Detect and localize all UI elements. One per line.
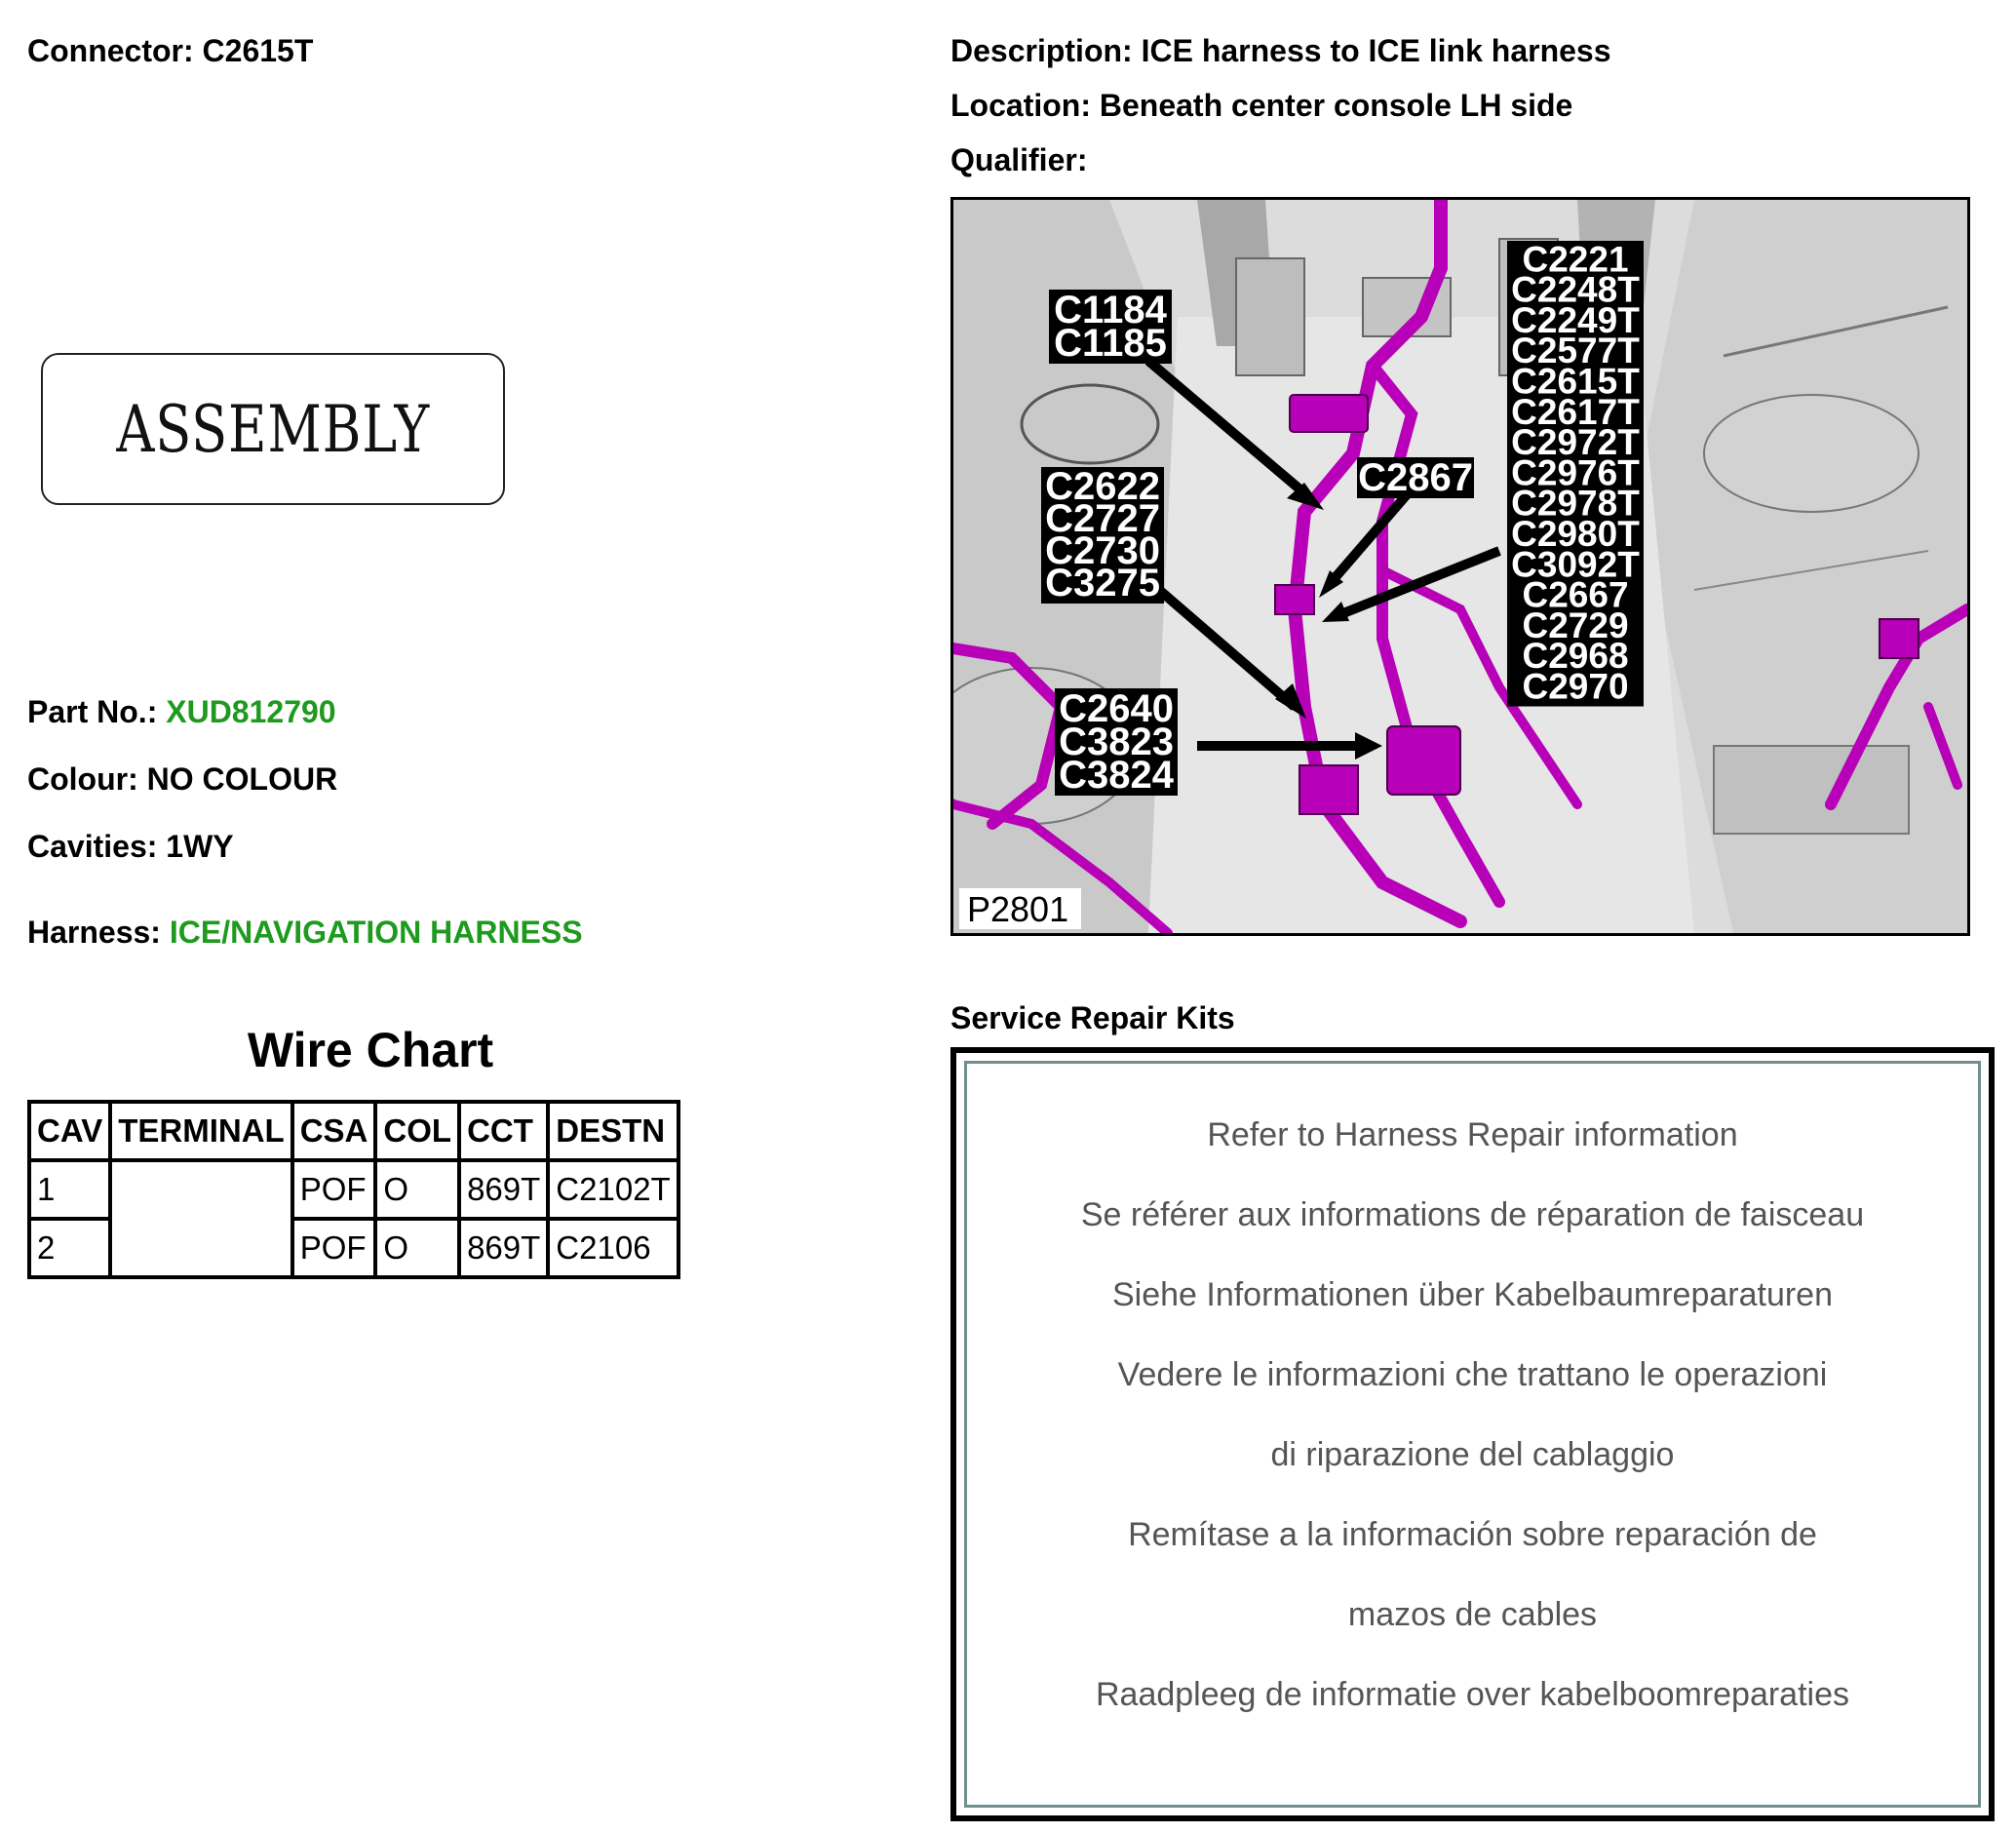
service-repair-title: Service Repair Kits [950,1000,1235,1035]
repair-line: Se référer aux informations de réparation de faisceau [1080,1196,1865,1233]
connector-callout: C2667 [1522,574,1629,615]
connector-label: Connector: [27,33,194,68]
picture-id: P2801 [967,889,1069,929]
service-repair-inner [964,1061,1981,1808]
cavities-line [27,829,234,865]
location-picture[interactable] [950,197,1970,936]
qualifier-line [950,142,1087,178]
repair-line: Remítase a la información sobre reparación de [1128,1516,1817,1553]
connector-callout: C2730 [1045,529,1160,572]
cell-col: O [375,1219,459,1277]
col-header-cct: CCT [459,1102,548,1160]
connector-callout: C2248T [1511,269,1640,310]
connector-callout: C2970 [1522,666,1629,707]
location-value: Beneath center console LH side [1099,88,1573,123]
connector-callout: C2968 [1522,636,1629,677]
connector-callout: C2622 [1045,465,1160,508]
repair-line: di riparazione del cablaggio [1270,1436,1675,1473]
col-header-destn: DESTN [548,1102,678,1160]
connector-callout: C2978T [1511,483,1640,524]
harness-label: Harness: [27,915,161,950]
connector-callout: C2249T [1511,299,1640,340]
cell-csa: POF [292,1160,376,1219]
description-line [950,33,1611,69]
connector-callout: C3824 [1059,754,1174,797]
connector-callout: C2727 [1045,497,1160,540]
part-number-link[interactable]: XUD812790 [166,694,336,729]
harness-line [27,915,583,951]
description-label: Description: [950,33,1133,68]
connector-callout: C2221 [1522,239,1629,280]
assembly-label: ASSEMBLY [116,391,430,467]
harness-link[interactable]: ICE/NAVIGATION HARNESS [169,915,583,950]
repair-line: Siehe Informationen über Kabelbaumreparaturen [1111,1276,1834,1313]
location-line [950,88,1572,124]
connector-line [27,33,313,69]
cell-destn: C2102T [548,1160,678,1219]
cell-destn: C2106 [548,1219,678,1277]
cell-csa: POF [292,1219,376,1277]
col-header-terminal: TERMINAL [110,1102,291,1160]
colour-label: Colour: [27,761,138,797]
connector-callout: C3275 [1045,562,1160,604]
location-label: Location: [950,88,1091,123]
connector-callout: C3823 [1059,721,1174,763]
connector-callout: C1185 [1054,322,1167,365]
cell-cav: 2 [29,1219,110,1277]
connector-value: C2615T [202,33,314,68]
connector-callout: C2615T [1511,361,1640,402]
connector-callout: C2976T [1511,452,1640,493]
repair-line: Refer to Harness Repair information [1207,1116,1738,1153]
cell-col: O [375,1160,459,1219]
qualifier-label: Qualifier: [950,142,1088,177]
connector-callout: C2867 [1358,456,1473,499]
colour-line [27,761,337,798]
col-header-cav: CAV [29,1102,110,1160]
cell-cct: 869T [459,1160,548,1219]
wire-chart-table [27,1100,680,1279]
connector-callout: C2577T [1511,331,1640,371]
service-repair-box [950,1047,1995,1821]
connector-callout: C2617T [1511,391,1640,432]
cavities-value: 1WY [166,829,234,864]
connector-callout: C2640 [1059,687,1174,730]
connector-callout: C2980T [1511,514,1640,554]
connector-callout: C2972T [1511,422,1640,463]
connector-callout: C3092T [1511,544,1640,585]
col-header-csa: CSA [292,1102,376,1160]
cell-terminal [110,1160,291,1277]
repair-line: mazos de cables [1347,1596,1598,1633]
description-value: ICE harness to ICE link harness [1141,33,1611,68]
vehicle-illustration [953,200,1967,933]
table-row [29,1160,678,1219]
part-label: Part No.: [27,694,158,729]
part-line [27,694,336,730]
cavities-label: Cavities: [27,829,158,864]
cell-cav: 1 [29,1160,110,1219]
assembly-image [41,353,505,505]
repair-line: Vedere le informazioni che trattano le operazioni [1117,1356,1828,1393]
connector-callout: C1184 [1054,289,1167,332]
wire-chart-header-row [29,1102,678,1160]
cell-cct: 869T [459,1219,548,1277]
colour-value: NO COLOUR [146,761,338,797]
wire-chart-title: Wire Chart [247,1023,494,1077]
connector-callout: C2729 [1522,604,1629,645]
repair-line: Raadpleeg de informatie over kabelboomreparaties [1095,1676,1850,1713]
col-header-col: COL [375,1102,459,1160]
